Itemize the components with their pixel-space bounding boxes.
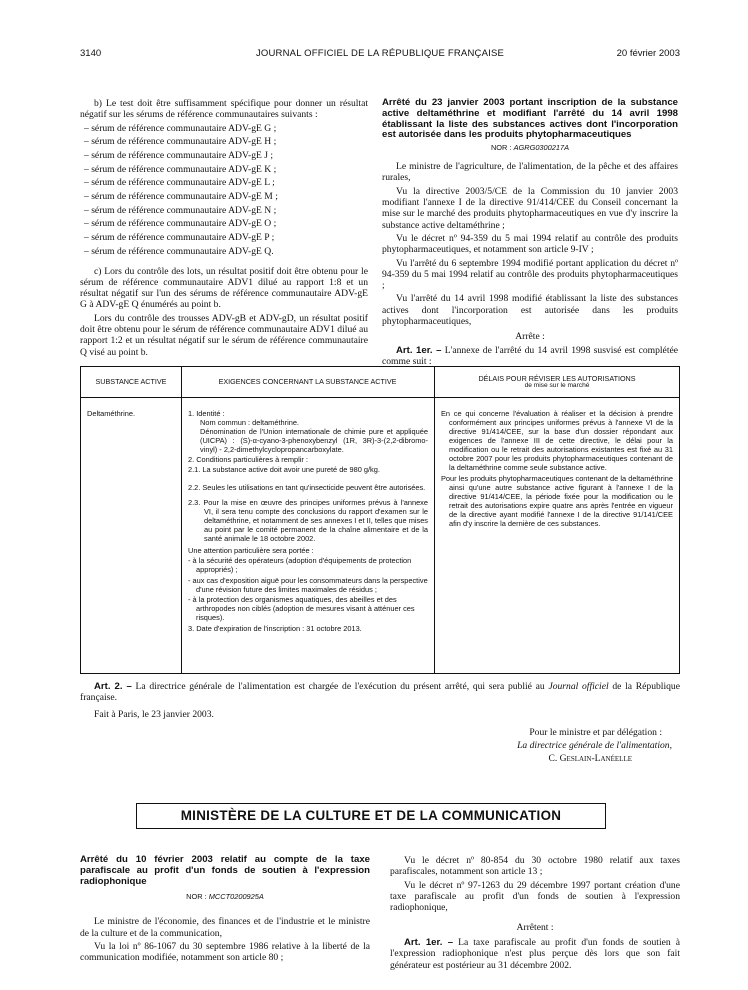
list-item: – sérum de référence communautaire ADV-gE G ;: [80, 123, 368, 137]
list-item: 2.2. Seules les utilisations en tant qu'insecticide peuvent être autorisées.: [188, 483, 426, 493]
nor-reference: [80, 893, 370, 902]
list-item: - aux cas d'exposition aiguë pour les consommateurs dans la perspective d'une révision future des limites maximales de résidus ;: [188, 576, 428, 594]
req-identity: 1. Identité :: [188, 409, 225, 418]
left-column-top: [80, 98, 368, 360]
list-item: – sérum de référence communautaire ADV-gE K ;: [80, 164, 368, 178]
paragraph: Vu l'arrêté du 6 septembre 1994 modifié portant application du décret nº 94-359 du 5 mai 1994 relatif au contrôle des produits phytopharmaceutiques ;: [382, 257, 678, 292]
delay-paragraph: En ce qui concerne l'évaluation à réaliser et la décision à prendre conformément aux principes uniformes prévus à l'annexe VI de la directive 91/414/CEE, sur la base d'un dossier répondant aux exigences de l'annexe III de cette directive, le délai pour la modification ou le retrait des autorisations existantes est fixé au 31 octobre 2007 pour les produits phytopharmaceutiques contenant de la deltaméthrine comme seule substance active.: [441, 409, 673, 473]
paragraph: Le ministre de l'économie, des finances et de l'industrie et le ministre de la culture et de la communication,: [80, 916, 370, 939]
nor-code: AGRG0300217A: [513, 143, 570, 153]
nor-label: NOR :: [186, 892, 207, 902]
signature-name: C. Geslain-Lanéelle: [548, 753, 632, 764]
sera-list: [80, 123, 368, 260]
list-item: – sérum de référence communautaire ADV-gE O ;: [80, 218, 368, 232]
article-1-text: L'annexe de l'arrêté du 14 avril 1998 susvisé est complétée comme suit :: [382, 344, 678, 368]
nor-label: NOR :: [490, 143, 512, 153]
article-2: [80, 681, 680, 704]
header-delays: [434, 367, 680, 398]
article-1: [390, 937, 680, 971]
signature-line-1: Pour le ministre et par délégation :: [529, 727, 662, 738]
article-2-label: Art. 2. –: [94, 681, 132, 692]
article-1-text: La taxe parafiscale au profit d'un fonds de soutien à l'expression radiophonique n'est plus perçue dès lors que son fait générateur est postérieur au 31 décembre 2002.: [390, 936, 680, 971]
table-column-divider: [434, 367, 435, 673]
signature-date: Fait à Paris, le 23 janvier 2003.: [94, 708, 214, 720]
req-expiry: 3. Date d'expiration de l'inscription : 31 octobre 2013.: [188, 623, 362, 633]
list-item: – sérum de référence communautaire ADV-gE N ;: [80, 205, 368, 219]
list-item: – sérum de référence communautaire ADV-gE M ;: [80, 191, 368, 205]
decree-title: Arrêté du 10 février 2003 relatif au compte de la taxe parafiscale au profit d'un fonds de soutien à l'expression radiophonique: [80, 854, 370, 887]
issue-date: 20 février 2003: [616, 48, 680, 59]
header-delays-line2: de mise sur le marché: [524, 381, 590, 389]
article-1: [382, 345, 678, 368]
article-2-section: [80, 681, 680, 722]
header-substance: SUBSTANCE ACTIVE: [95, 377, 167, 387]
paragraph-b: b) Le test doit être suffisamment spécifique pour donner un résultat négatif sur les sérums de référence communautaires suivants :: [80, 98, 368, 121]
decree-title: Arrêté du 23 janvier 2003 portant inscription de la substance active deltaméthrine et modifiant l'arrêté du 14 avril 1998 établissant la liste des substances actives dont l'incorporation est autorisée dans les produits phytopharmaceutiques: [382, 97, 678, 141]
list-item: – sérum de référence communautaire ADV-gE Q.: [80, 246, 368, 260]
list-item: – sérum de référence communautaire ADV-gE L ;: [80, 177, 368, 191]
paragraph: Vu le décret nº 94-359 du 5 mai 1994 relatif au contrôle des produits phytopharmaceutiques, et notamment son article 9-IV ;: [382, 232, 678, 256]
nor-code: MCCT0200925A: [208, 892, 264, 902]
paragraph: Vu l'arrêté du 14 avril 1998 modifié établissant la liste des substances actives dont l'incorporation est autorisée dans les produits phytopharmaceutiques,: [382, 293, 678, 328]
paragraph: Le ministre de l'agriculture, de l'alimentation, de la pêche et des affaires rurales,: [382, 161, 678, 184]
arretent-heading: Arrêtent :: [516, 921, 554, 933]
journal-title: JOURNAL OFFICIEL DE LA RÉPUBLIQUE FRANÇAISE: [255, 48, 505, 59]
article-2-text: La directrice générale de l'alimentation est chargée de l'exécution du présent arrêté, qui sera publié au: [135, 681, 545, 692]
list-item: 2.1. La substance active doit avoir une pureté de 980 g/kg.: [188, 465, 380, 475]
paragraph: Vu la directive 2003/5/CE de la Commission du 10 janvier 2003 modifiant l'annexe I de la directive 91/414/CEE du Conseil concernant la mise sur le marché des produits phytopharmaceutiques en vue d'y inscrire la substance active deltaméthrine ;: [382, 185, 678, 231]
req-common-name: Nom commun : deltaméthrine.: [200, 418, 299, 428]
paragraph: Vu le décret nº 80-854 du 30 octobre 1980 relatif aux taxes parafiscales, notamment son article 13 ;: [390, 855, 680, 878]
list-item: – sérum de référence communautaire ADV-gE J ;: [80, 150, 368, 164]
paragraph: Vu le décret nº 97-1263 du 29 décembre 1997 portant création d'une taxe parafiscale au profit d'un fonds de soutien à l'expression radiophonique,: [390, 879, 680, 914]
article-2-end: de la République française.: [80, 681, 680, 704]
right-column-bottom: [390, 855, 680, 973]
article-1-label: Art. 1er. –: [396, 344, 442, 356]
journal-ref: Journal officiel: [548, 681, 609, 692]
list-item: – sérum de référence communautaire ADV-gE P ;: [80, 232, 368, 246]
list-item: - à la protection des organismes aquatiques, des abeilles et des arthropodes non ciblés (adoption de mesures visant à atténuer ces risques).: [188, 595, 428, 622]
paragraph-c: c) Lors du contrôle des lots, un résultat positif doit être obtenu pour le sérum de référence communautaire ADV1 dilué au rapport 1:8 et un résultat négatif sur l'un des sérums de référence communautaire ADV-gE G à ADV-gE Q énumérés au point b.: [80, 265, 368, 311]
list-item: [188, 409, 428, 454]
paragraph-d: Lors du contrôle des trousses ADV-gB et ADV-gD, un résultat positif doit être obtenu pour le sérum de référence communautaire ADV1 dilué au rapport 1:2 et un résultat négatif sur le sérum de référence communautaire Q visé au point b.: [80, 312, 368, 358]
list-item: - à la sécurité des opérateurs (adoption d'équipements de protection appropriés) ;: [188, 556, 428, 574]
signature-line-2: La directrice générale de l'alimentation,: [517, 740, 672, 751]
list-item: 2. Conditions particulières à remplir :: [188, 455, 308, 465]
page-header: [80, 48, 680, 62]
header-delays-line1: DÉLAIS POUR RÉVISER LES AUTORISATIONS: [478, 374, 636, 384]
left-column-bottom: [80, 855, 370, 965]
article-1-label: Art. 1er. –: [404, 936, 454, 948]
nor-reference: [382, 144, 678, 153]
right-column-top: [382, 98, 678, 369]
list-item: Une attention particulière sera portée :: [188, 546, 314, 556]
paragraph: Vu la loi nº 86-1067 du 30 septembre 1986 relative à la liberté de la communication modifiée, notamment son article 80 ;: [80, 940, 370, 964]
list-item: – sérum de référence communautaire ADV-gE H ;: [80, 136, 368, 150]
annex-table: [80, 366, 680, 674]
arrete-heading: Arrête :: [515, 331, 545, 343]
req-iupac-name: Dénomination de l'Union internationale de chimie pure et appliquée (UICPA) : (S)-α-cyano-3-phenoxybenzyl (1R, 3R)-3-(2,2-dibromo-vinyl) - 2,2-dimethylcyclopropancarboxylate.: [200, 427, 428, 455]
cell-delays: [441, 409, 673, 530]
requirements-list: [188, 409, 428, 555]
list-item: 2.3. Pour la mise en œuvre des principes uniformes prévus à l'annexe VI, il sera tenu compte des conclusions du rapport d'examen sur le deltaméthrine, et notamment de ses annexes I et II, telles que mises au point par le comité permanent de la chaîne alimentaire et de la santé animale le 18 octobre 2002.: [188, 498, 428, 544]
page-number: 3140: [80, 48, 102, 59]
ministry-heading: MINISTÈRE DE LA CULTURE ET DE LA COMMUNICATION: [136, 803, 606, 829]
header-requirements: EXIGENCES CONCERNANT LA SUBSTANCE ACTIVE: [218, 377, 397, 387]
delay-paragraph: Pour les produits phytopharmaceutiques contenant de la deltaméthrine ainsi qu'une autre substance active figurant à l'annexe I de la directive 91/414/CEE, la période fixée pour la modification ou le retrait des autorisations expire quatre ans après l'entrée en vigueur de la directive ayant modifié l'annexe I de la directive 91/141/CEE afin d'y inscrire la dernière de ces substances.: [441, 474, 673, 529]
cell-substance: Deltaméthrine.: [87, 409, 136, 418]
table-column-divider: [181, 367, 182, 673]
attention-points: [188, 556, 428, 621]
cell-requirements: [188, 409, 428, 633]
